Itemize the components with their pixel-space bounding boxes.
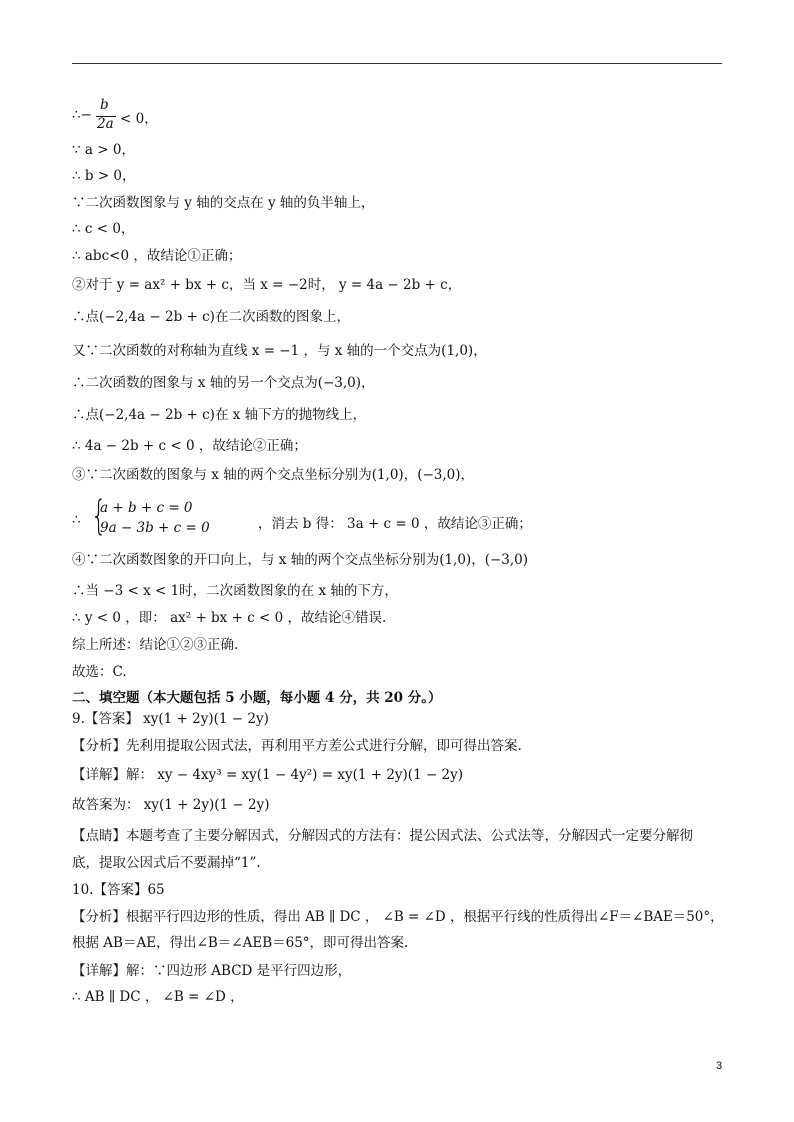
text-line: ∴ abc<0 ，故结论①正确； [72, 248, 242, 264]
text-line: ③∵二次函数的图象与 x 轴的两个交点坐标分别为(1,0)，(−3,0)， [72, 467, 475, 483]
text-line: 【分析】根据平行四边形的性质，得出 AB ∥ DC ， ∠B = ∠D ，根据平行线的性质得出∠F＝∠BAE＝50°， [72, 909, 724, 925]
text-line: ∴ b > 0， [72, 168, 136, 184]
text-line: 【详解】解： xy − 4xy³ = xy(1 − 4y²) = xy(1 + 2y)(1 − 2y) [72, 767, 464, 783]
text-line: 又∵二次函数的对称轴为直线 x = −1 ，与 x 轴的一个交点为(1,0)， [72, 343, 487, 359]
system-prefix: ∴ [72, 512, 81, 528]
text-line: ∴ AB ∥ DC ， ∠B = ∠D ， [72, 989, 244, 1005]
system-equation-2: 9a − 3b + c = 0 [100, 520, 210, 536]
text-line: ∴点(−2,4a − 2b + c)在二次函数的图象上， [72, 309, 350, 325]
fraction-denominator: 2a [97, 116, 114, 132]
text-line: 底，提取公因式后不要漏掉“1”. [72, 855, 261, 871]
text-line: 9.【答案】 xy(1 + 2y)(1 − 2y) [72, 711, 269, 727]
fraction-prefix: ∴− [72, 107, 92, 123]
fraction-suffix: < 0， [120, 111, 158, 127]
text-line: 【详解】解：∵四边形 ABCD 是平行四边形， [72, 963, 352, 979]
text-line: ②对于 y = ax² + bx + c，当 x = −2时， y = 4a − 2b + c， [72, 277, 462, 293]
text-line: ∵二次函数图象与 y 轴的交点在 y 轴的负半轴上， [72, 195, 375, 211]
system-equation-1: a + b + c = 0 [100, 500, 193, 516]
text-line: 根据 AB＝AE，得出∠B＝∠AEB＝65°，即可得出答案. [72, 935, 409, 951]
text-line: ∴ c < 0， [72, 221, 135, 237]
text-line: 10.【答案】65 [72, 882, 165, 898]
brace-icon: { [91, 493, 107, 539]
system-suffix: ，消去 b 得： 3a + c = 0 ，故结论③正确； [258, 516, 532, 532]
page-number: 3 [716, 1060, 723, 1072]
fraction-numerator: b [100, 97, 109, 113]
text-line: ∴ 4a − 2b + c < 0 ，故结论②正确； [72, 438, 307, 454]
text-line: 综上所述：结论①②③正确. [72, 637, 239, 653]
header-rule [72, 63, 722, 64]
text-line: ∴点(−2,4a − 2b + c)在 x 轴下方的抛物线上， [72, 407, 367, 423]
text-line: ④∵二次函数图象的开口向上，与 x 轴的两个交点坐标分别为(1,0)，(−3,0) [72, 552, 529, 568]
text-line: ∴二次函数的图象与 x 轴的另一个交点为(−3,0)， [72, 375, 375, 391]
text-line: ∴ y < 0 ，即： ax² + bx + c < 0 ，故结论④错误. [72, 610, 387, 626]
text-line: 【分析】先利用提取公因式法，再利用平方差公式进行分解，即可得出答案. [72, 738, 522, 754]
text-line: ∴当 −3 < x < 1时，二次函数图象的在 x 轴的下方， [72, 583, 398, 599]
text-line: 故答案为： xy(1 + 2y)(1 − 2y) [72, 797, 270, 813]
section-heading: 二、填空题（本大题包括 5 小题，每小题 4 分，共 20 分。） [72, 690, 442, 706]
text-line: 【点睛】本题考查了主要分解因式，分解因式的方法有：提公因式法、公式法等，分解因式一定要分解彻 [72, 828, 693, 844]
text-line: ∵ a > 0， [72, 142, 135, 158]
text-line: 故选：C. [72, 664, 127, 680]
